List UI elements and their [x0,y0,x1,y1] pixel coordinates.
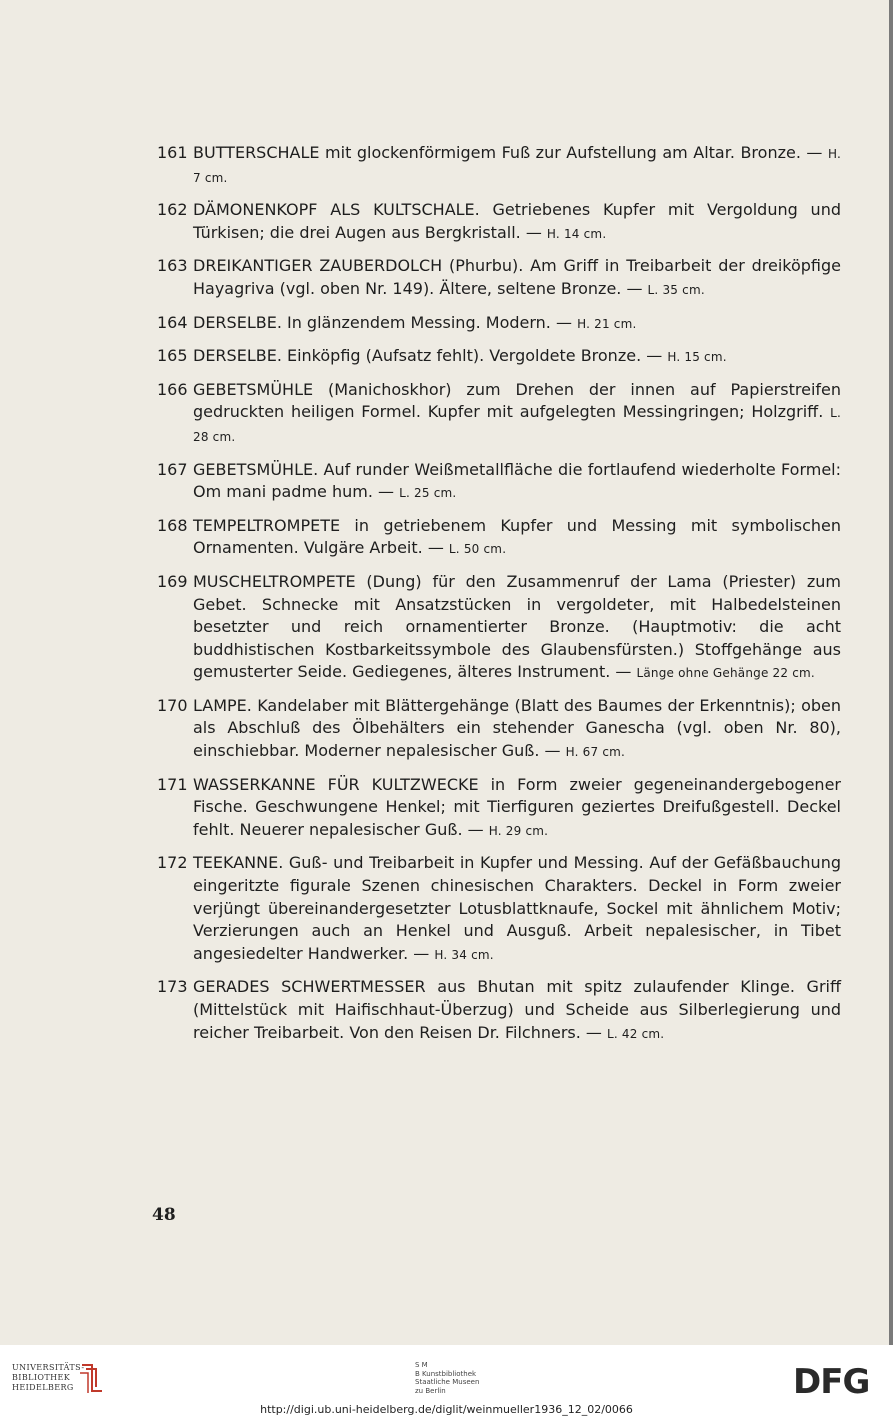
page-number: 48 [152,1205,176,1225]
footer-bar [0,1345,893,1417]
entry-number: 163 [157,256,188,276]
smb-line: Staatliche Museen [415,1378,480,1386]
smb-line: B Kunstbibliothek [415,1369,477,1378]
entry-number: 170 [157,695,188,715]
university-line: UNIVERSITÄTS- [12,1363,85,1372]
catalog-entry [157,976,841,1045]
entry-measurement: H. 34 cm. [434,947,494,962]
catalog-entry [157,312,841,336]
smb-line: zu Berlin [415,1386,446,1395]
entry-measurement: H. 7 cm. [193,147,841,185]
entry-description: DREIKANTIGER ZAUBERDOLCH (Phurbu). Am Griff in Treibarbeit der dreiköpfige Hayagriva (vgl. oben Nr. 149). Ältere, seltene Bronze. — [193,256,841,298]
entry-measurement: Länge ohne Gehänge 22 cm. [636,666,815,681]
permalink-url[interactable]: http://digi.ub.uni-heidelberg.de/diglit/weinmueller1936_12_02/0066 [260,1403,633,1416]
university-logo-icon [78,1361,106,1395]
catalog-entry [157,571,841,685]
entry-measurement: H. 15 cm. [667,350,727,365]
entry-description: TEMPELTROMPETE in getriebenem Kupfer und Messing mit symbolischen Ornamenten. Vulgäre Arbeit. — [193,515,841,558]
entry-number: 165 [157,346,188,366]
catalog-entry [157,695,841,764]
entry-measurement: L. 42 cm. [607,1026,665,1041]
smb-kunstbibliothek-label[interactable] [415,1361,479,1395]
entry-description: GERADES SCHWERTMESSER aus Bhutan mit spitz zulaufender Klinge. Griff (Mittelstück mit Haifischhaut-Überzug) und Scheide aus Silberlegierung und reicher Treibarbeit. Von den Reisen Dr. Filchners. — [193,977,841,1042]
entry-measurement: H. 21 cm. [577,316,637,331]
entry-description: LAMPE. Kandelaber mit Blättergehänge (Blatt des Baumes der Erkenntnis); oben als Abschluß des Ölbehälters ein stehender Ganescha (vgl. oben Nr. 80), einschiebbar. Moderner nepalesischer Guß. — [193,695,841,761]
catalog-entry [157,515,841,561]
entry-description: TEEKANNE. Guß- und Treibarbeit in Kupfer und Messing. Auf der Gefäßbauchung eingeritzte figurale Szenen chinesischen Charakters. Deckel in Form zweier verjüngt übereinandergesetzter Lotusblattknaufe, Sockel mit ähnlichem Motiv; Verzierungen auch an Henkel und Ausguß. Arbeit nepalesischer, in Tibet angesiedelter Handwerker. — [193,853,841,963]
catalog-entry [157,774,841,843]
university-line: BIBLIOTHEK [12,1373,71,1382]
smb-line: S M [415,1361,428,1369]
university-library-label[interactable] [12,1363,84,1393]
entry-number: 169 [157,571,188,591]
entry-description: WASSERKANNE FÜR KULTZWECKE in Form zweier gegeneinandergebogener Fische. Geschwungene Henkel; mit Tierfiguren geziertes Dreifußgestell. Deckel fehlt. Neuerer nepalesischer Guß. — [193,774,841,839]
entry-number: 167 [157,459,188,479]
entry-measurement: H. 67 cm. [565,745,626,760]
catalog-entry [157,255,841,301]
entry-measurement: L. 25 cm. [399,486,457,501]
entry-measurement: L. 35 cm. [647,282,705,297]
entry-number: 171 [157,774,188,794]
entry-description: DERSELBE. In glänzendem Messing. Modern. — [193,312,578,332]
catalog-entries [157,142,841,1055]
entry-number: 164 [157,312,188,332]
entry-number: 166 [157,379,188,399]
entry-description: GEBETSMÜHLE (Manichoskhor) zum Drehen der innen auf Papierstreifen gedruckten heiligen Formel. Kupfer mit aufgelegten Messingringen; Holzgriff. [193,379,841,422]
catalog-entry [157,199,841,245]
entry-measurement: H. 29 cm. [488,823,549,838]
entry-measurement: L. 28 cm. [193,406,841,444]
entry-description: MUSCHELTROMPETE (Dung) für den Zusammenruf der Lama (Priester) zum Gebet. Schnecke mit Ansatzstücken in vergoldeter, mit Halbedelsteinen besetzter und reich ornamentierter Bronze. (Hauptmotiv: die acht buddhistischen Kostbarkeitssymbole des Glaubensfürsten.) Stoffgehänge aus gemusterter Seide. Gediegenes, älteres Instrument. — [193,571,841,682]
entry-description: DERSELBE. Einköpfig (Aufsatz fehlt). Vergoldete Bronze. — [193,346,668,366]
catalog-entry [157,379,841,449]
entry-number: 161 [157,143,188,162]
entry-number: 168 [157,515,188,535]
catalog-entry [157,345,841,369]
entry-number: 172 [157,853,188,873]
catalog-entry [157,142,841,189]
entry-description: DÄMONENKOPF ALS KULTSCHALE. Getriebenes Kupfer mit Vergoldung und Türkisen; die drei Augen aus Bergkristall. — [193,200,841,242]
dfg-logo[interactable]: DFG [793,1362,870,1402]
catalog-entry [157,459,841,505]
entry-measurement: H. 14 cm. [546,226,607,241]
catalog-entry [157,852,841,966]
entry-number: 173 [157,977,188,997]
entry-description: BUTTERSCHALE mit glockenförmigem Fuß zur Aufstellung am Altar. Bronze. — [193,143,828,162]
university-line: HEIDELBERG [12,1383,74,1392]
entry-description: GEBETSMÜHLE. Auf runder Weißmetallfläche die fortlaufend wiederholte Formel: Om mani padme hum. — [193,459,841,502]
entry-number: 162 [157,200,188,220]
entry-measurement: L. 50 cm. [448,542,507,557]
